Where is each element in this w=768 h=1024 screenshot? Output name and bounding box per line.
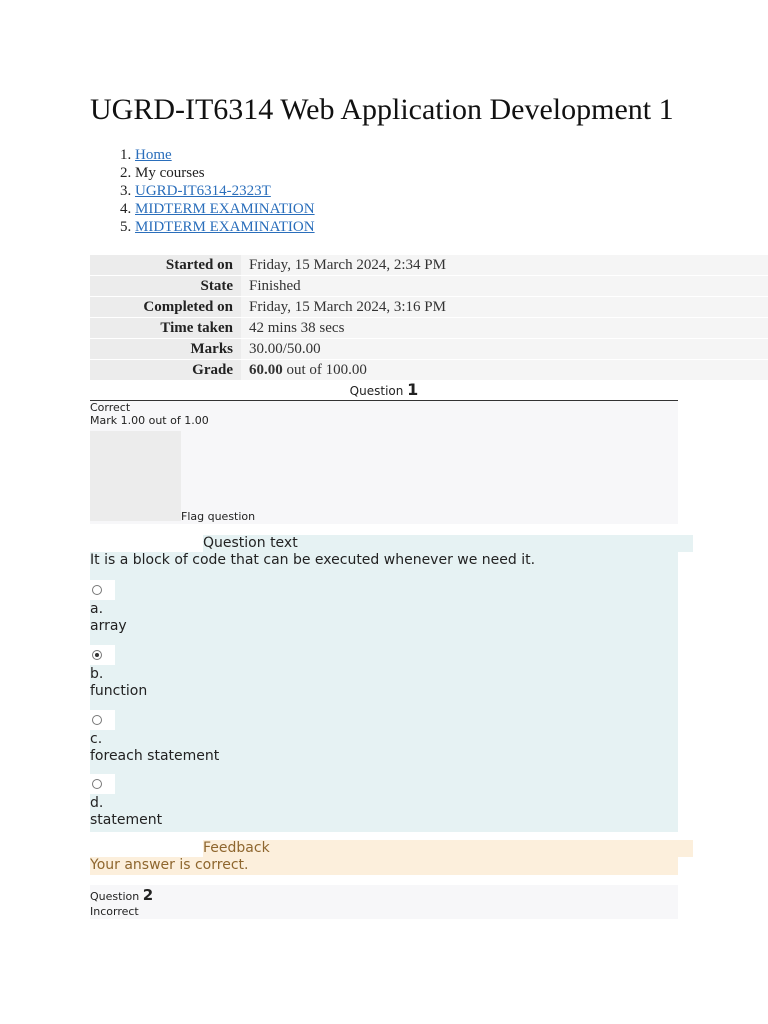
option-letter: d. xyxy=(90,795,104,811)
summary-label: State xyxy=(90,276,241,297)
radio-container[interactable] xyxy=(90,774,115,794)
summary-value: 42 mins 38 secs xyxy=(241,318,768,339)
breadcrumb-link-exam-section[interactable]: MIDTERM EXAMINATION xyxy=(135,201,315,217)
summary-label: Completed on xyxy=(90,297,241,318)
answer-option-a[interactable] xyxy=(90,580,290,636)
question-prefix: Question xyxy=(90,890,140,903)
answer-option-d[interactable] xyxy=(90,774,290,830)
question-text-label: Question text xyxy=(203,535,693,552)
summary-value: Finished xyxy=(241,276,768,297)
radio-container[interactable] xyxy=(90,580,115,600)
summary-row-state xyxy=(90,276,768,297)
feedback-text: Your answer is correct. xyxy=(90,857,678,875)
radio-container[interactable] xyxy=(90,710,115,730)
breadcrumb-item-exam-quiz[interactable] xyxy=(135,218,315,236)
answer-option-b[interactable] xyxy=(90,645,290,701)
question-prefix: Question xyxy=(349,384,404,398)
breadcrumb-item-exam-section[interactable] xyxy=(135,200,315,218)
radio-button-a[interactable] xyxy=(92,585,102,595)
option-text[interactable]: array xyxy=(90,618,127,634)
breadcrumb-item-home[interactable] xyxy=(135,146,315,164)
attempt-summary-table xyxy=(90,254,768,380)
breadcrumb-item-my-courses xyxy=(135,164,315,182)
question-2-info xyxy=(90,885,678,919)
summary-label: Marks xyxy=(90,339,241,360)
breadcrumb xyxy=(90,146,315,236)
grade-out-of: out of 100.00 xyxy=(282,361,367,378)
question-state: Incorrect xyxy=(90,905,139,918)
summary-row-time-taken xyxy=(90,318,768,339)
summary-value: Friday, 15 March 2024, 3:16 PM xyxy=(241,297,768,318)
radio-button-b[interactable] xyxy=(92,650,102,660)
summary-label: Time taken xyxy=(90,318,241,339)
breadcrumb-item-course[interactable] xyxy=(135,182,315,200)
summary-value: Friday, 15 March 2024, 2:34 PM xyxy=(241,255,768,276)
summary-row-grade xyxy=(90,360,768,381)
breadcrumb-link-course[interactable]: UGRD-IT6314-2323T xyxy=(135,183,271,199)
question-text: It is a block of code that can be executed whenever we need it. xyxy=(90,552,536,568)
option-letter: a. xyxy=(90,601,104,617)
option-text[interactable]: statement xyxy=(90,812,163,828)
flag-question-label[interactable]: Flag question xyxy=(181,510,256,523)
summary-row-completed-on xyxy=(90,297,768,318)
option-letter: c. xyxy=(90,731,103,747)
breadcrumb-label-my-courses: My courses xyxy=(135,165,205,181)
breadcrumb-link-home[interactable]: Home xyxy=(135,147,172,163)
radio-container[interactable] xyxy=(90,645,115,665)
option-letter: b. xyxy=(90,666,104,682)
summary-label: Grade xyxy=(90,360,241,381)
summary-row-started-on xyxy=(90,255,768,276)
question-1-heading xyxy=(90,380,678,401)
page-title: UGRD-IT6314 Web Application Development 1 xyxy=(90,93,674,126)
breadcrumb-link-exam-quiz[interactable]: MIDTERM EXAMINATION xyxy=(135,219,315,235)
flag-question-toggle[interactable] xyxy=(90,431,181,521)
question-number: 2 xyxy=(142,886,154,904)
feedback-label: Feedback xyxy=(203,840,693,857)
summary-row-marks xyxy=(90,339,768,360)
summary-value xyxy=(241,360,768,381)
option-text[interactable]: foreach statement xyxy=(90,748,220,764)
question-1-info xyxy=(90,401,678,524)
question-2-heading xyxy=(90,886,153,904)
radio-button-d[interactable] xyxy=(92,779,102,789)
question-state: Correct xyxy=(90,401,131,414)
grade-score: 60.00 xyxy=(249,361,283,378)
option-text[interactable]: function xyxy=(90,683,148,699)
question-mark: Mark 1.00 out of 1.00 xyxy=(90,414,209,427)
question-number: 1 xyxy=(407,380,419,399)
radio-button-c[interactable] xyxy=(92,715,102,725)
summary-value: 30.00/50.00 xyxy=(241,339,768,360)
summary-label: Started on xyxy=(90,255,241,276)
question-1-formulation xyxy=(90,552,678,832)
answer-option-c[interactable] xyxy=(90,710,290,766)
